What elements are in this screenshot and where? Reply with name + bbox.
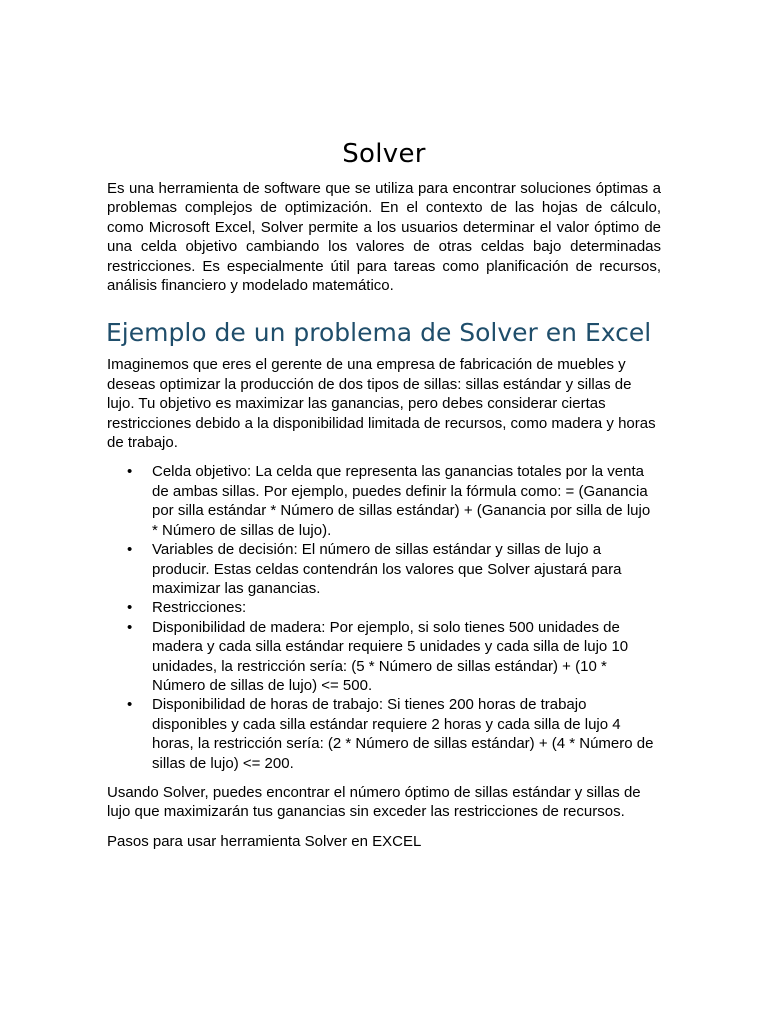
list-item	[107, 598, 661, 617]
bullet-icon: •	[127, 618, 133, 636]
bullet-icon: •	[127, 696, 133, 714]
document-page	[107, 0, 661, 851]
list-item-text: Disponibilidad de madera: Por ejemplo, si solo tienes 500 unidades de madera y cada silla estándar requiere 5 unidades y cada silla de lujo 10 unidades, la restricción sería: (5 * Número de sillas estándar) + (10 * Número de sillas de lujo) <= 500.	[152, 618, 629, 694]
list-item	[107, 540, 661, 598]
list-item-text: Disponibilidad de horas de trabajo: Si tienes 200 horas de trabajo disponibles y cada silla estándar requiere 2 horas y cada silla de lujo 4 horas, la restricción sería: (2 * Número de sillas estándar) + (4 * Número de sillas de lujo) <= 200.	[152, 696, 654, 772]
list-item	[107, 695, 661, 773]
list-item-text: Variables de decisión: El número de sillas estándar y sillas de lujo a producir. Estas celdas contendrán los valores que Solver ajustará para maximizar las ganancias.	[152, 541, 622, 597]
steps-line: Pasos para usar herramienta Solver en EXCEL	[107, 832, 422, 850]
list-item	[107, 462, 661, 540]
bullet-icon: •	[127, 541, 133, 559]
document-title: Solver	[342, 139, 426, 169]
bullet-icon: •	[127, 463, 133, 481]
bullet-list	[107, 462, 661, 773]
bullet-icon: •	[127, 599, 133, 617]
list-item	[107, 618, 661, 696]
list-item-text: Restricciones:	[152, 599, 247, 617]
intro-paragraph: Es una herramienta de software que se utiliza para encontrar soluciones óptimas a problemas complejos de optimización. En el contexto de las hojas de cálculo, como Microsoft Excel, Solver permite a los usuarios determinar el valor óptimo de una celda objetivo cambiando los valores de otras celdas bajo determinadas restricciones. Es especialmente útil para tareas como planificación de recursos, análisis financiero y modelado matemático.	[107, 180, 661, 295]
closing-paragraph: Usando Solver, puedes encontrar el número óptimo de sillas estándar y sillas de lujo que maximizarán tus ganancias sin exceder las restricciones de recursos.	[107, 783, 641, 821]
section-heading: Ejemplo de un problema de Solver en Excel	[106, 318, 652, 348]
list-item-text: Celda objetivo: La celda que representa las ganancias totales por la venta de ambas sillas. Por ejemplo, puedes definir la fórmula como: = (Ganancia por silla estándar * Número de sillas estándar) + (Ganancia por silla de lujo * Número de sillas de lujo).	[152, 463, 651, 539]
section-paragraph: Imaginemos que eres el gerente de una empresa de fabricación de muebles y deseas optimizar la producción de dos tipos de sillas: sillas estándar y sillas de lujo. Tu objetivo es maximizar las ganancias, pero debes considerar ciertas restricciones debido a la disponibilidad limitada de recursos, como madera y horas de trabajo.	[107, 356, 656, 452]
